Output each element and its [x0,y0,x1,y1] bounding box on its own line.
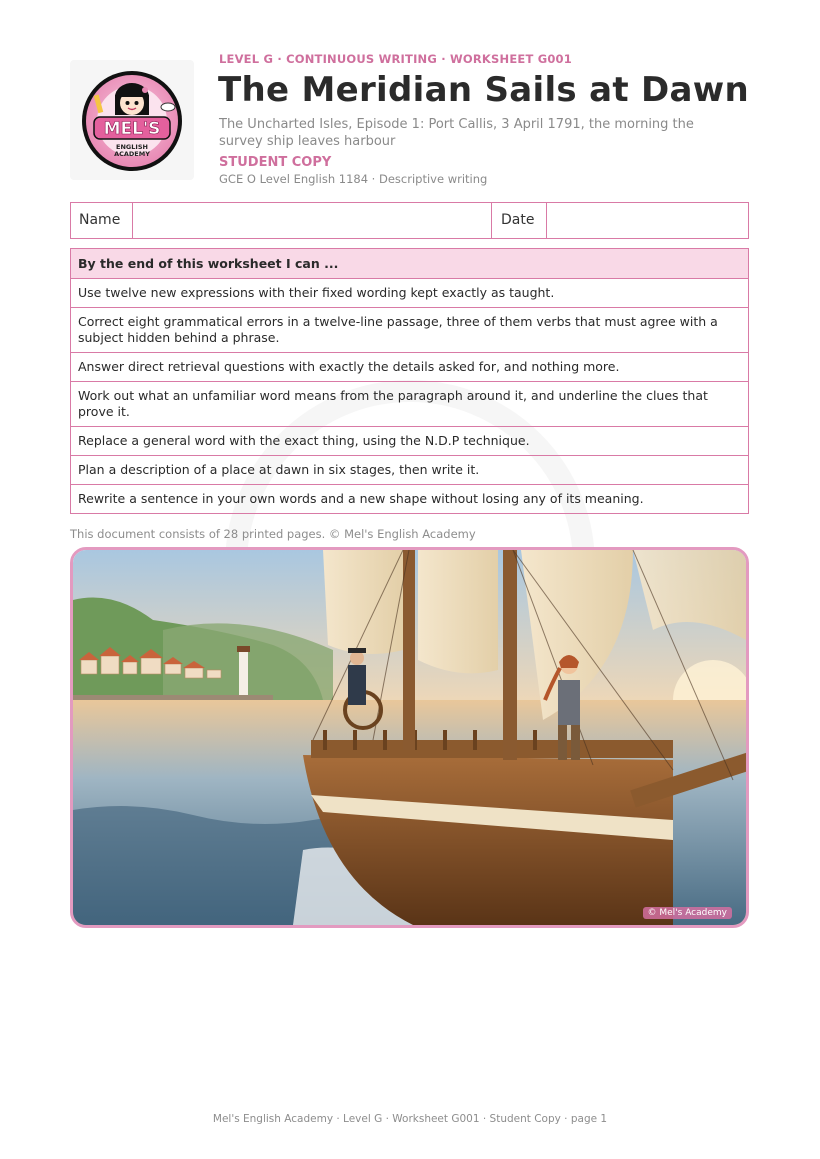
ship-at-dawn-image [73,550,746,925]
academy-logo [70,60,194,180]
objective-item: Rewrite a sentence in your own words and a new shape without losing any of its meaning. [78,491,644,506]
objectives-heading: By the end of this worksheet I can ... [71,249,748,279]
objective-item: Plan a description of a place at dawn in six stages, then write it. [71,456,748,485]
academy-logo-girl-icon [80,65,184,175]
page-subtitle: The Uncharted Isles, Episode 1: Port Callis, 3 April 1791, the morning the survey ship leaves harbour [219,117,694,149]
name-label: Name [71,203,133,238]
page-footer: Mel's English Academy · Level G · Worksheet G001 · Student Copy · page 1 [212,1113,608,1125]
svg-text:ENGLISH: ENGLISH [116,143,148,151]
date-label: Date [492,203,547,238]
course-line: GCE O Level English 1184 · Descriptive writing [219,172,488,186]
ship-illustration [70,547,749,928]
objective-item: Replace a general word with the exact thing, using the N.D.P technique. [71,427,748,456]
objective-item: Use twelve new expressions with their fixed wording kept exactly as taught. [71,279,748,308]
worksheet-kicker: LEVEL G · CONTINUOUS WRITING · WORKSHEET G001 [219,52,572,66]
learning-objectives-table [70,248,749,514]
svg-text:ACADEMY: ACADEMY [114,150,150,158]
objective-item: Answer direct retrieval questions with exactly the details asked for, and nothing more. [71,353,748,382]
objective-item: Correct eight grammatical errors in a twelve-line passage, three of them verbs that must agree with a subject hidden behind a phrase. [71,308,748,353]
date-field[interactable] [547,203,748,238]
logo-top-text: MEL'S [103,119,161,139]
page-title: The Meridian Sails at Dawn [218,70,750,110]
image-credit: © Mel's Academy [643,907,733,919]
objective-item: Work out what an unfamiliar word means from the paragraph around it, and underline the clues that prove it. [71,382,748,427]
name-field[interactable] [133,203,492,238]
copy-label: STUDENT COPY [219,155,332,170]
student-details-row [70,202,749,239]
page-count-note: This document consists of 28 printed pages. © Mel's English Academy [70,527,476,541]
